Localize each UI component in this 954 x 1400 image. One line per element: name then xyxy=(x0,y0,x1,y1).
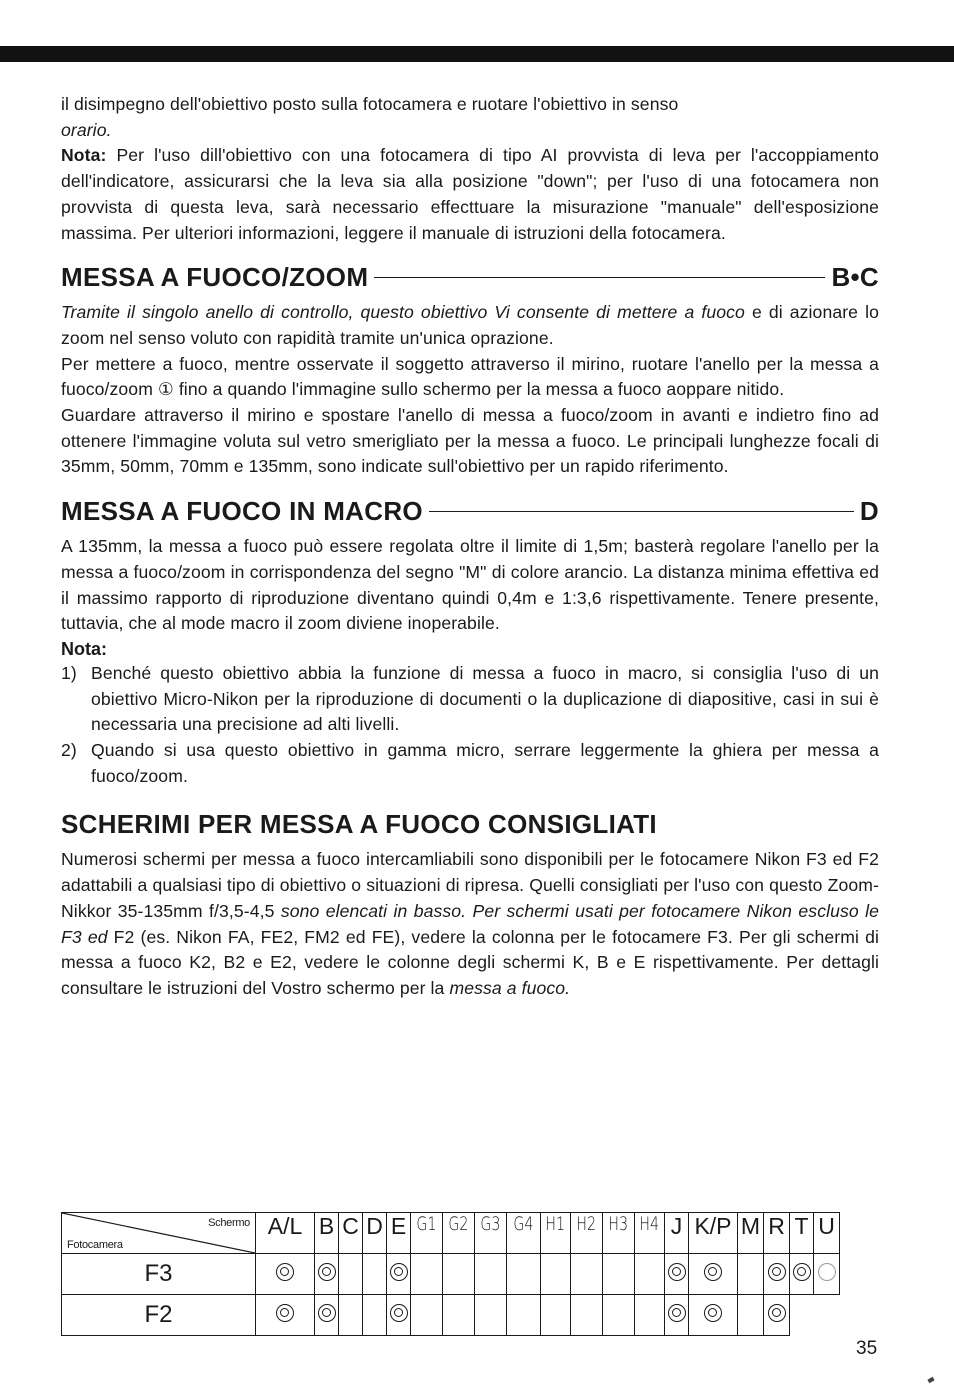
list-item xyxy=(61,738,879,789)
double-circle-mark-icon xyxy=(768,1263,786,1281)
column-header-label: J xyxy=(670,1213,683,1239)
heading-screens xyxy=(61,809,879,845)
double-circle-mark-icon xyxy=(390,1304,408,1322)
column-header-label: H1 xyxy=(545,1213,566,1235)
double-circle-mark-icon xyxy=(793,1263,811,1281)
heading-focus-zoom-tag: B•C xyxy=(831,262,879,293)
table-cell xyxy=(738,1295,764,1336)
circle-mark-icon xyxy=(818,1263,836,1281)
column-header-label: R xyxy=(768,1213,785,1239)
intro-paragraph xyxy=(61,92,879,143)
column-header-label: G1 xyxy=(416,1213,437,1235)
heading-macro-tag: D xyxy=(859,496,879,527)
column-header-label: H2 xyxy=(576,1213,597,1235)
table-cell xyxy=(256,1295,315,1336)
double-circle-mark-icon xyxy=(668,1304,686,1322)
page-number: 35 xyxy=(856,1338,878,1359)
heading-macro-title: MESSA A FUOCO IN MACRO xyxy=(61,496,423,527)
corner-screen-label: Schermo xyxy=(208,1217,250,1229)
column-header-label: B xyxy=(318,1213,335,1239)
column-header xyxy=(475,1213,507,1254)
table-cell xyxy=(665,1254,689,1295)
list-item-text: Benché questo obiettivo abbia la funzione di messa a fuoco in macro, si consiglia l'uso di un obiettivo Micro-Nikon per la riproduzione di documenti o la duplicazione di diapositive, casi in sui è necessaria una precisione ad alti livelli. xyxy=(91,662,879,735)
screens-p1-italic: sono elencati in basso. Per schermi usati per fotocamere Nikon escluso le F3 ed xyxy=(61,900,879,947)
heading-rule xyxy=(374,277,825,278)
table-cell xyxy=(790,1295,814,1336)
page-body xyxy=(61,92,879,1002)
list-item-text: Quando si usa questo obiettivo in gamma micro, serrare leggermente la ghiera per messa a fuoco/zoom. xyxy=(91,740,879,786)
double-circle-mark-icon xyxy=(668,1263,686,1281)
macro-nota-label: Nota: xyxy=(61,638,107,659)
table-cell xyxy=(315,1295,339,1336)
table-cell xyxy=(363,1254,387,1295)
table-cell xyxy=(387,1295,411,1336)
focus-zoom-p1-italic: Tramite il singolo anello di controllo, questo obiettivo Vi consente di mettere a fuoco xyxy=(61,302,745,323)
column-header xyxy=(443,1213,475,1254)
column-header xyxy=(507,1213,541,1254)
column-header-label: G3 xyxy=(480,1213,501,1235)
table-corner xyxy=(62,1213,256,1254)
table-cell xyxy=(635,1295,665,1336)
column-header xyxy=(256,1213,315,1254)
column-header-label: E xyxy=(390,1213,407,1239)
table-cell xyxy=(315,1254,339,1295)
column-header xyxy=(738,1213,764,1254)
column-header xyxy=(315,1213,339,1254)
column-header xyxy=(790,1213,814,1254)
column-header xyxy=(571,1213,603,1254)
column-header xyxy=(363,1213,387,1254)
table-cell xyxy=(339,1254,363,1295)
double-circle-mark-icon xyxy=(318,1304,336,1322)
table-cell xyxy=(387,1254,411,1295)
focus-zoom-p1-rest: e di azionare lo zoom nel senso voluto con rapidità tramite un'unica oprazione. xyxy=(61,302,879,348)
table-cell xyxy=(571,1254,603,1295)
table-cell xyxy=(541,1295,571,1336)
table-cell xyxy=(738,1254,764,1295)
screens-p1-end: messa a fuoco. xyxy=(449,977,571,998)
focus-zoom-p2 xyxy=(61,352,879,403)
intro-line-2: orario. xyxy=(61,119,112,140)
table-cell xyxy=(363,1295,387,1336)
heading-macro xyxy=(61,496,879,532)
table-cell xyxy=(443,1254,475,1295)
table-cell xyxy=(635,1254,665,1295)
column-header xyxy=(665,1213,689,1254)
double-circle-mark-icon xyxy=(704,1304,722,1322)
column-header-label: K/P xyxy=(694,1213,732,1239)
table-cell xyxy=(665,1295,689,1336)
list-item xyxy=(61,661,879,738)
nota-label: Nota: xyxy=(61,145,107,166)
table-row xyxy=(62,1295,840,1336)
focus-zoom-p3: Guardare attraverso il mirino e spostare l'anello di messa a fuoco/zoom in avanti e indietro fino ad ottenere l'immagine voluta sul vetro smerigliato per la messa a fuoco. Le principali lunghezze focali di 35mm, 50mm, 70mm e 135mm, sono indicate sull'obiettivo per un rapido riferimento. xyxy=(61,405,879,477)
table-cell xyxy=(689,1254,738,1295)
table-cell xyxy=(603,1254,635,1295)
macro-p1: A 135mm, la messa a fuoco può essere regolata oltre il limite di 1,5m; basterà regolare l'anello per la messa a fuoco/zoom in corrispondenza del segno "M" di colore arancio. La distanza minima effettiva ed il massimo rapporto di riproduzione diventano quindi 0,4m e 1:3,6 rispettivamente. Tenere presente, tuttavia, che al mode macro il zoom diviene inoperabile. xyxy=(61,536,879,634)
column-header xyxy=(541,1213,571,1254)
column-header xyxy=(635,1213,665,1254)
heading-rule xyxy=(429,511,854,512)
column-header xyxy=(764,1213,790,1254)
macro-notes-list xyxy=(61,661,879,790)
table-row xyxy=(62,1254,840,1295)
table-cell xyxy=(339,1295,363,1336)
column-header-label: H4 xyxy=(639,1213,660,1235)
intro-nota xyxy=(61,143,879,246)
table-cell xyxy=(603,1295,635,1336)
table-cell xyxy=(571,1295,603,1336)
column-header-label: A/L xyxy=(267,1213,303,1239)
table-cell xyxy=(764,1295,790,1336)
table-cell xyxy=(411,1254,443,1295)
column-header xyxy=(339,1213,363,1254)
table-cell xyxy=(790,1254,814,1295)
list-item-number: 2) xyxy=(61,740,77,761)
column-header-label: G4 xyxy=(513,1213,534,1235)
focus-zoom-p2-b: fino a quando l'immagine sullo schermo per la messa a fuoco aoppare nitido. xyxy=(173,379,785,400)
table-cell xyxy=(475,1254,507,1295)
column-header-label: M xyxy=(740,1213,761,1239)
nota-text: Per l'uso dill'obiettivo con una fotocamera di tipo AI provvista di leva per l'accoppiamento dell'indicatore, assicurarsi che la leva sia alla posizione "down"; per l'uso di una fotocamera non provvista di questa leva, sarà necessario effecttuare la misurazione "manuale" dell'esposizione massima. Per ulteriori informazioni, leggere il manuale di istruzioni della fotocamera. xyxy=(61,145,879,243)
table-cell xyxy=(689,1295,738,1336)
circled-one-icon: ① xyxy=(157,379,174,400)
screens-p1 xyxy=(61,847,879,1001)
table-cell xyxy=(411,1295,443,1336)
double-circle-mark-icon xyxy=(318,1263,336,1281)
double-circle-mark-icon xyxy=(276,1263,294,1281)
table-cell xyxy=(507,1254,541,1295)
heading-focus-zoom xyxy=(61,262,879,298)
double-circle-mark-icon xyxy=(704,1263,722,1281)
focus-zoom-p1 xyxy=(61,300,879,351)
intro-line-1: il disimpegno dell'obiettivo posto sulla fotocamera e ruotare l'obiettivo in senso xyxy=(61,94,679,114)
corner-camera-label: Fotocamera xyxy=(67,1239,123,1251)
column-header xyxy=(603,1213,635,1254)
table-cell xyxy=(256,1254,315,1295)
column-header-label: T xyxy=(794,1213,809,1239)
table-header-row xyxy=(62,1213,840,1254)
column-header-label: U xyxy=(818,1213,835,1239)
top-black-bar xyxy=(0,46,954,62)
table-cell xyxy=(764,1254,790,1295)
table-cell xyxy=(507,1295,541,1336)
heading-focus-zoom-title: MESSA A FUOCO/ZOOM xyxy=(61,262,369,293)
scan-speck xyxy=(927,1377,934,1383)
column-header xyxy=(689,1213,738,1254)
table-cell xyxy=(475,1295,507,1336)
screens-p1-b: F2 (es. Nikon FA, FE2, FM2 ed FE), vedere la colonna per le fotocamere F3. Per gli schermi di messa a fuoco K2, B2 e E2, vedere le colonne degli schermi K, B e E rispettivamente. Per dettagli consultare le istruzioni del Vostro schermo per la xyxy=(61,926,879,998)
table-cell xyxy=(814,1295,840,1336)
double-circle-mark-icon xyxy=(390,1263,408,1281)
focus-zoom-p2-a: Per mettere a fuoco, mentre osservate il soggetto attraverso il mirino, ruotare l'anello per la messa a fuoco/zoom xyxy=(61,353,879,400)
column-header-label: H3 xyxy=(608,1213,629,1235)
column-header xyxy=(411,1213,443,1254)
column-header-label: D xyxy=(366,1213,383,1239)
column-header-label: G2 xyxy=(448,1213,469,1235)
row-camera-label: F3 xyxy=(62,1254,256,1295)
screen-compatibility-table xyxy=(61,1212,840,1336)
double-circle-mark-icon xyxy=(768,1304,786,1322)
column-header xyxy=(387,1213,411,1254)
column-header xyxy=(814,1213,840,1254)
column-header-label: C xyxy=(342,1213,359,1239)
table-cell xyxy=(443,1295,475,1336)
table-cell xyxy=(814,1254,840,1295)
row-camera-label: F2 xyxy=(62,1295,256,1336)
heading-screens-title: SCHERIMI PER MESSA A FUOCO CONSIGLIATI xyxy=(61,809,657,840)
list-item-number: 1) xyxy=(61,662,77,683)
table-cell xyxy=(541,1254,571,1295)
double-circle-mark-icon xyxy=(276,1304,294,1322)
screens-p1-a: Numerosi schermi per messa a fuoco intercamliabili sono disponibili per le fotocamere Nikon F3 ed F2 adattabili a qualsiasi tipo di obiettivo o situazioni di ripresa. Quelli consigliati per l'uso con questo Zoom-Nikkor 35-135mm f/3,5-4,5 xyxy=(61,849,879,921)
